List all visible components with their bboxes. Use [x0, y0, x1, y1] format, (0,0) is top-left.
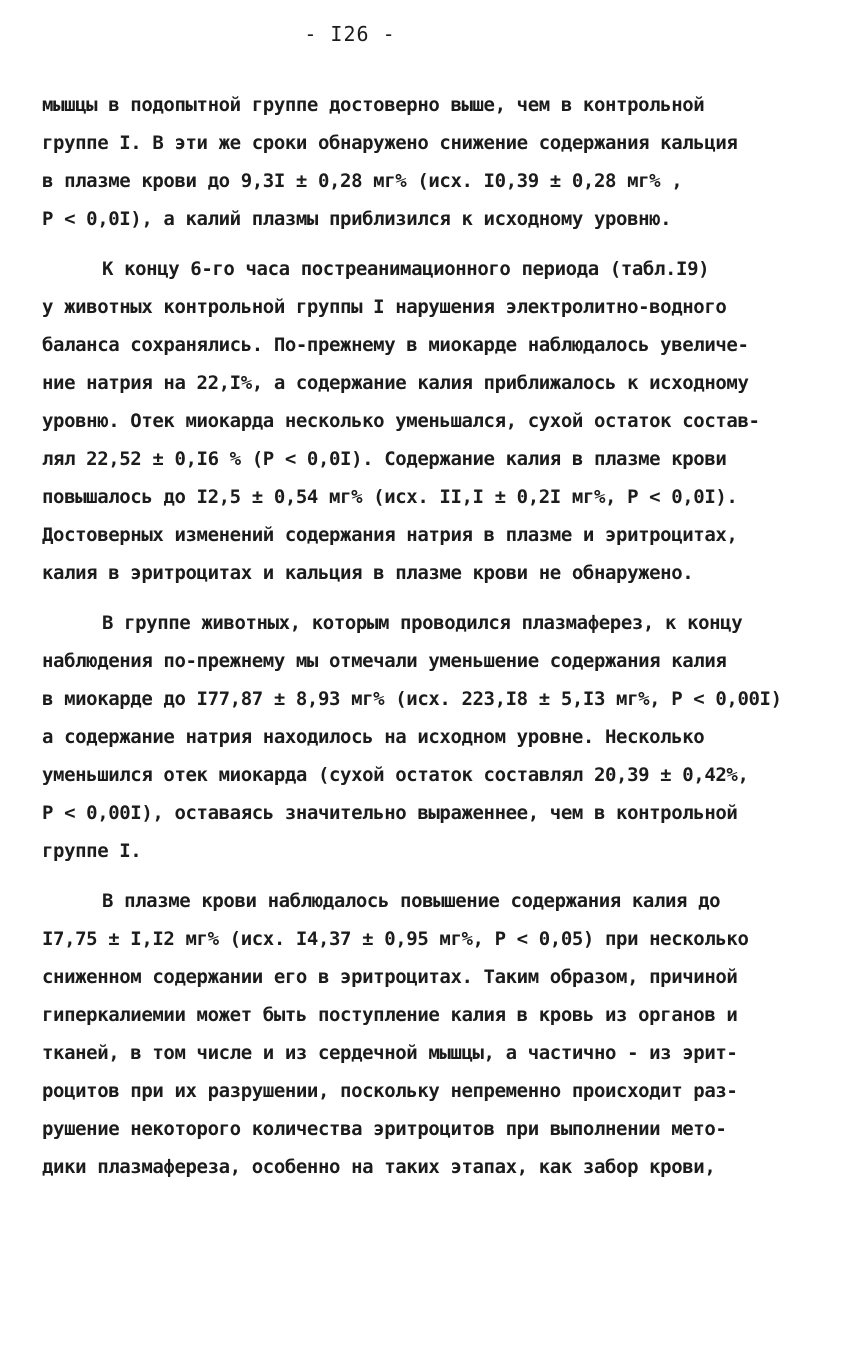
page-body	[42, 86, 802, 1198]
text-line: В группе животных, которым проводился плазмаферез, к концу	[102, 612, 743, 634]
text-line: уменьшился отек миокарда (сухой остаток составлял 20,39 ± 0,42%,	[42, 764, 749, 786]
text-line: в миокарде до I77,87 ± 8,93 мг% (исх. 223,I8 ± 5,I3 мг%, Р < 0,00I)	[42, 688, 782, 710]
text-line: Р < 0,0I), а калий плазмы приблизился к исходному уровню.	[42, 208, 672, 230]
text-line: повышалось до I2,5 ± 0,54 мг% (исх. II,I ± 0,2I мг%, Р < 0,0I).	[42, 486, 738, 508]
text-line: калия в эритроцитах и кальция в плазме крови не обнаружено.	[42, 562, 694, 584]
paragraph-1	[42, 86, 802, 238]
text-line: ние натрия на 22,I%, а содержание калия приближалось к исходному	[42, 372, 749, 394]
paragraph-3	[42, 604, 802, 870]
text-line: мышцы в подопытной группе достоверно выше, чем в контрольной	[42, 94, 705, 116]
paragraph-2	[42, 250, 802, 592]
text-line: у животных контрольной группы I нарушения электролитно-водного	[42, 296, 727, 318]
text-line: дики плазмафереза, особенно на таких этапах, как забор крови,	[42, 1156, 716, 1178]
text-line: В плазме крови наблюдалось повышение содержания калия до	[102, 890, 721, 912]
text-line: баланса сохранялись. По-прежнему в миокарде наблюдалось увеличе-	[42, 334, 749, 356]
text-line: I7,75 ± I,I2 мг% (исх. I4,37 ± 0,95 мг%, Р < 0,05) при несколько	[42, 928, 749, 950]
text-line: а содержание натрия находилось на исходном уровне. Несколько	[42, 726, 705, 748]
text-line: лял 22,52 ± 0,I6 % (Р < 0,0I). Содержание калия в плазме крови	[42, 448, 727, 470]
text-line: Р < 0,00I), оставаясь значительно выраженнее, чем в контрольной	[42, 802, 738, 824]
text-line: в плазме крови до 9,3I ± 0,28 мг% (исх. I0,39 ± 0,28 мг% ,	[42, 170, 683, 192]
text-line: группе I. В эти же сроки обнаружено снижение содержания кальция	[42, 132, 738, 154]
text-line: сниженном содержании его в эритроцитах. Таким образом, причиной	[42, 966, 738, 988]
paragraph-4	[42, 882, 802, 1186]
text-line: наблюдения по-прежнему мы отмечали уменьшение содержания калия	[42, 650, 727, 672]
text-line: гиперкалиемии может быть поступление калия в кровь из органов и	[42, 1004, 738, 1026]
text-line: тканей, в том числе и из сердечной мышцы, а частично - из эрит-	[42, 1042, 738, 1064]
page-number: - I26 -	[304, 22, 396, 46]
text-line: уровню. Отек миокарда несколько уменьшался, сухой остаток состав-	[42, 410, 760, 432]
text-line: группе I.	[42, 840, 142, 862]
text-line: рушение некоторого количества эритроцитов при выполнении мето-	[42, 1118, 727, 1140]
text-line: роцитов при их разрушении, поскольку непременно происходит раз-	[42, 1080, 738, 1102]
text-line: К концу 6-го часа постреанимационного периода (табл.I9)	[102, 258, 710, 280]
text-line: Достоверных изменений содержания натрия в плазме и эритроцитах,	[42, 524, 738, 546]
